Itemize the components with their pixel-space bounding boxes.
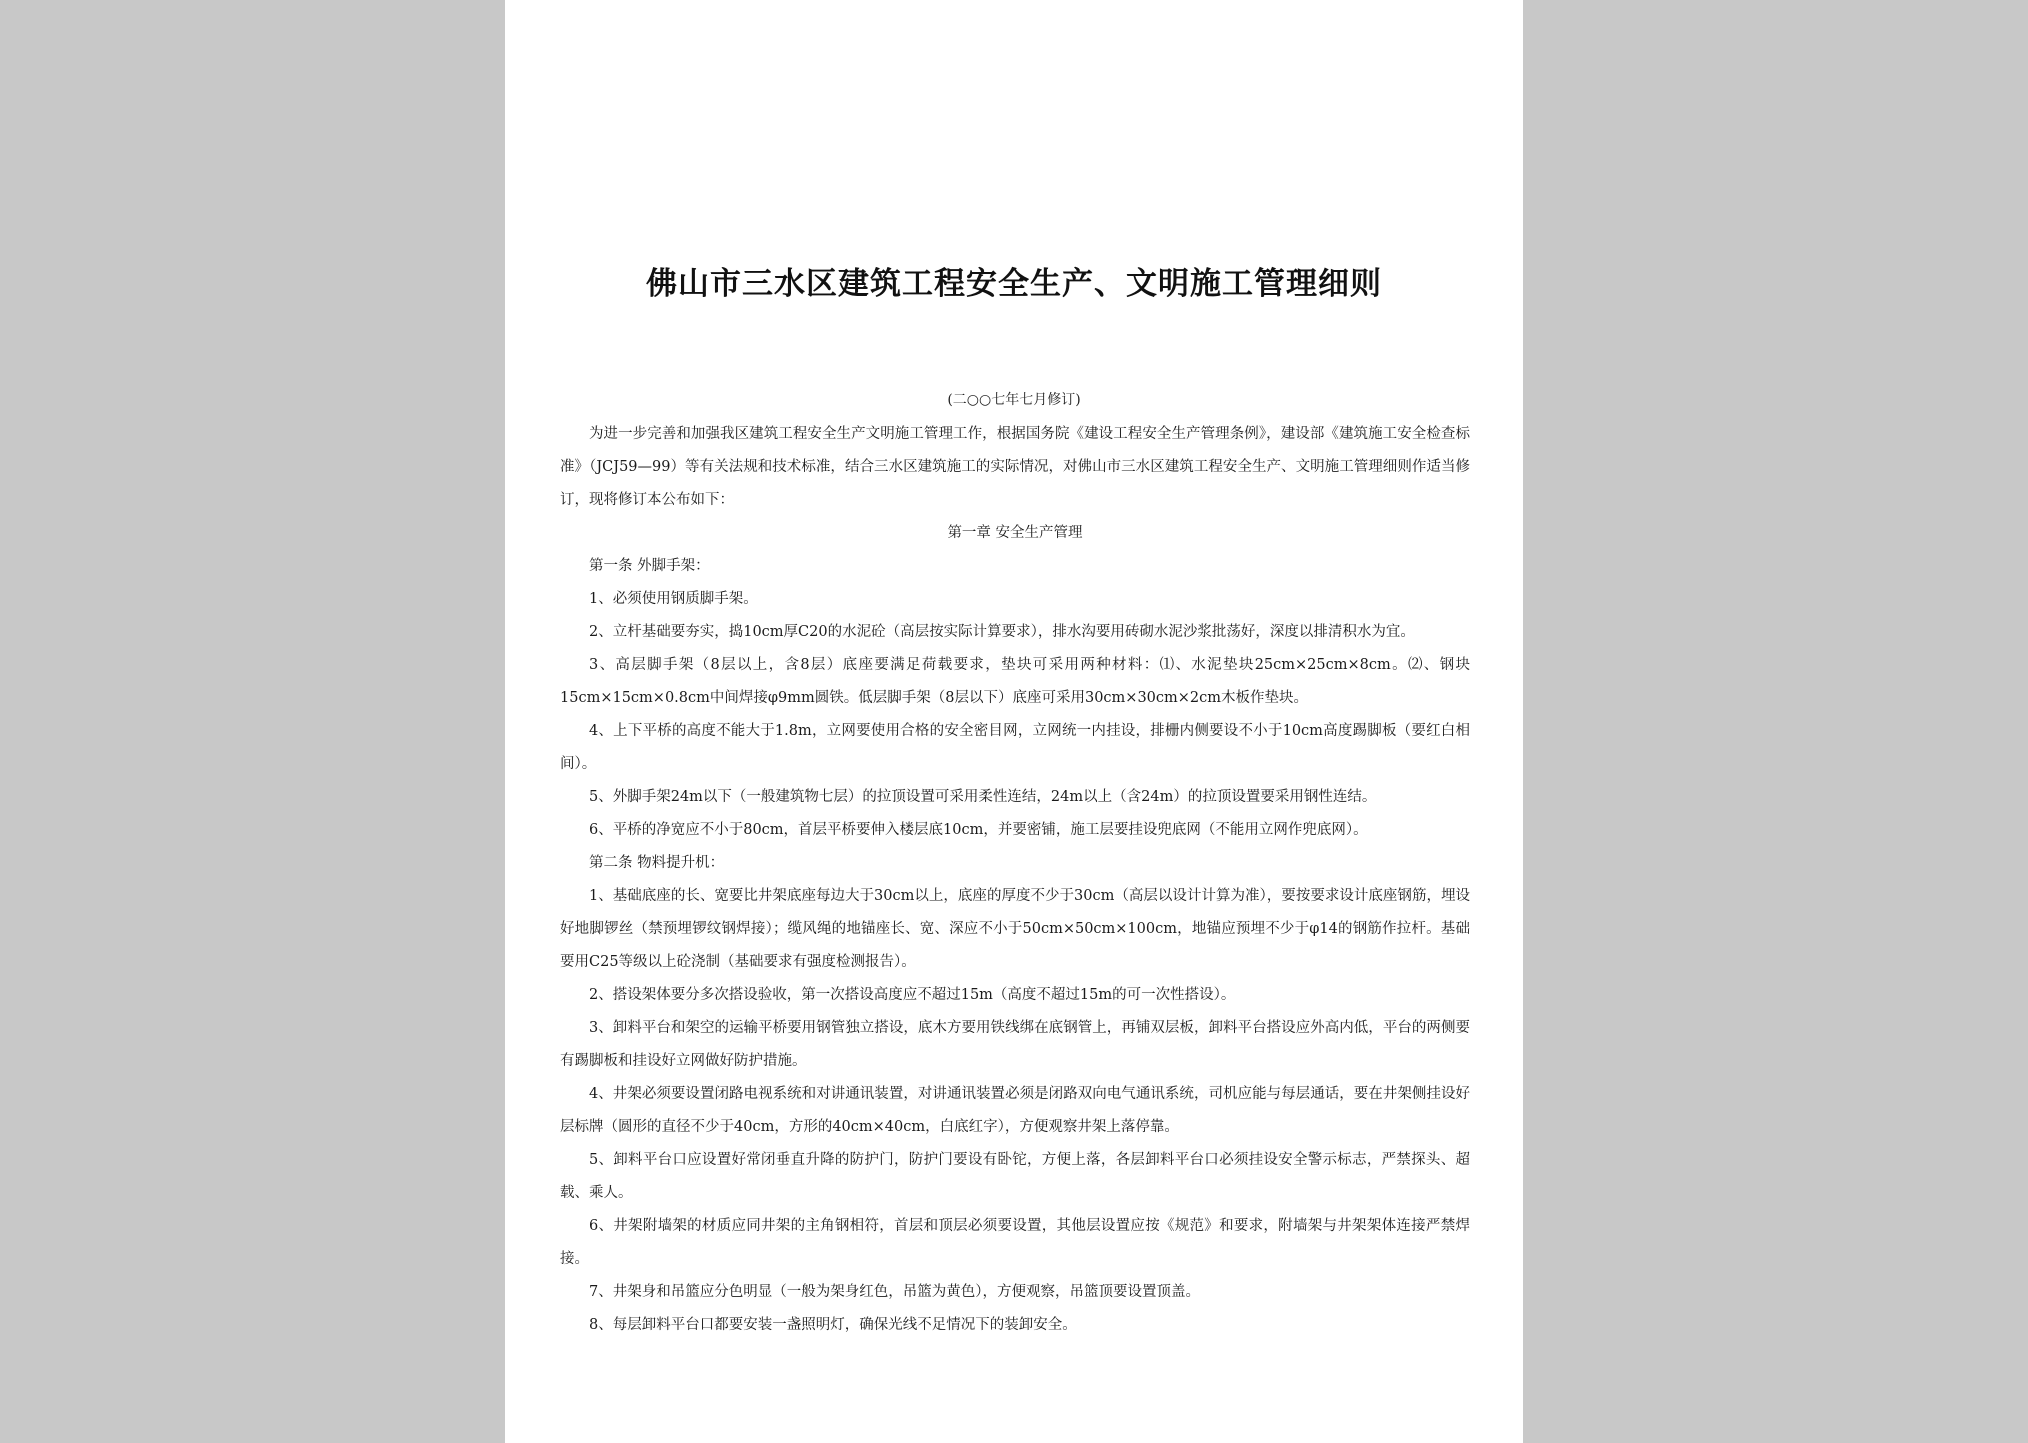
article-heading: 第一条 外脚手架：	[589, 558, 710, 574]
chapter-heading: 第一章 安全生产管理	[947, 525, 1083, 541]
clause-paragraph: 4、井架必须要设置闭路电视系统和对讲通讯装置，对讲通讯装置必须是闭路双向电气通讯系统，司机应能与每层通话，要在井架侧挂设好层标牌（圆形的直径不少于40cm，方形的40cm×40cm，白底红字），方便观察井架上落停靠。	[560, 1086, 1470, 1135]
document-revision-date: (二○○七年七月修订)	[947, 392, 1081, 408]
article-heading: 第二条 物料提升机：	[589, 855, 725, 871]
clause-paragraph: 6、平桥的净宽应不小于80cm，首层平桥要伸入楼层底10cm，并要密铺，施工层要挂设兜底网（不能用立网作兜底网）。	[589, 822, 1368, 838]
clause-paragraph: 5、卸料平台口应设置好常闭垂直升降的防护门，防护门要设有卧铊，方便上落，各层卸料平台口必须挂设安全警示标志，严禁探头、超载、乘人。	[560, 1152, 1470, 1201]
clause-paragraph: 5、外脚手架24m以下（一般建筑物七层）的拉顶设置可采用柔性连结，24m以上（含24m）的拉顶设置要采用钢性连结。	[589, 789, 1377, 805]
document-body	[560, 418, 1470, 1342]
clause-paragraph: 2、立杆基础要夯实，捣10cm厚C20的水泥砼（高层按实际计算要求），排水沟要用砖砌水泥沙浆批荡好，深度以排清积水为宜。	[589, 624, 1415, 640]
clause-paragraph: 2、搭设架体要分多次搭设验收，第一次搭设高度应不超过15m（高度不超过15m的可一次性搭设）。	[589, 987, 1236, 1003]
document-title: 佛山市三水区建筑工程安全生产、文明施工管理细则	[646, 266, 1382, 302]
document-page	[505, 0, 1523, 1443]
intro-paragraph: 为进一步完善和加强我区建筑工程安全生产文明施工管理工作，根据国务院《建设工程安全生产管理条例》，建设部《建筑施工安全检查标准》（JCJ59—99）等有关法规和技术标准，结合三水区建筑施工的实际情况，对佛山市三水区建筑工程安全生产、文明施工管理细则作适当修订，现将修订本公布如下：	[560, 426, 1470, 508]
clause-paragraph: 3、高层脚手架（8层以上，含8层）底座要满足荷载要求，垫块可采用两种材料：⑴、水泥垫块25cm×25cm×8cm。⑵、钢块15cm×15cm×0.8cm中间焊接φ9mm圆铁。低层脚手架（8层以下）底座可采用30cm×30cm×2cm木板作垫块。	[560, 657, 1470, 706]
clause-paragraph: 3、卸料平台和架空的运输平桥要用钢管独立搭设，底木方要用铁线绑在底钢管上，再铺双层板，卸料平台搭设应外高内低，平台的两侧要有踢脚板和挂设好立网做好防护措施。	[560, 1020, 1470, 1069]
clause-paragraph: 1、基础底座的长、宽要比井架底座每边大于30cm以上，底座的厚度不少于30cm（高层以设计计算为准），要按要求设计底座钢筋，埋设好地脚锣丝（禁预埋锣纹钢焊接）；缆风绳的地锚座长、宽、深应不小于50cm×50cm×100cm，地锚应预埋不少于φ14的钢筋作拉杆。基础要用C25等级以上砼浇制（基础要求有强度检测报告）。	[560, 888, 1470, 970]
clause-paragraph: 4、上下平桥的高度不能大于1.8m，立网要使用合格的安全密目网，立网统一内挂设，排栅内侧要设不小于10cm高度踢脚板（要红白相间）。	[560, 723, 1470, 772]
clause-paragraph: 7、井架身和吊篮应分色明显（一般为架身红色，吊篮为黄色），方便观察，吊篮顶要设置顶盖。	[589, 1284, 1200, 1300]
clause-paragraph: 6、井架附墙架的材质应同井架的主角钢相符，首层和顶层必须要设置，其他层设置应按《规范》和要求，附墙架与井架架体连接严禁焊接。	[560, 1218, 1470, 1267]
clause-paragraph: 1、必须使用钢质脚手架。	[589, 591, 758, 607]
clause-paragraph: 8、每层卸料平台口都要安装一盏照明灯，确保光线不足情况下的装卸安全。	[589, 1317, 1077, 1333]
